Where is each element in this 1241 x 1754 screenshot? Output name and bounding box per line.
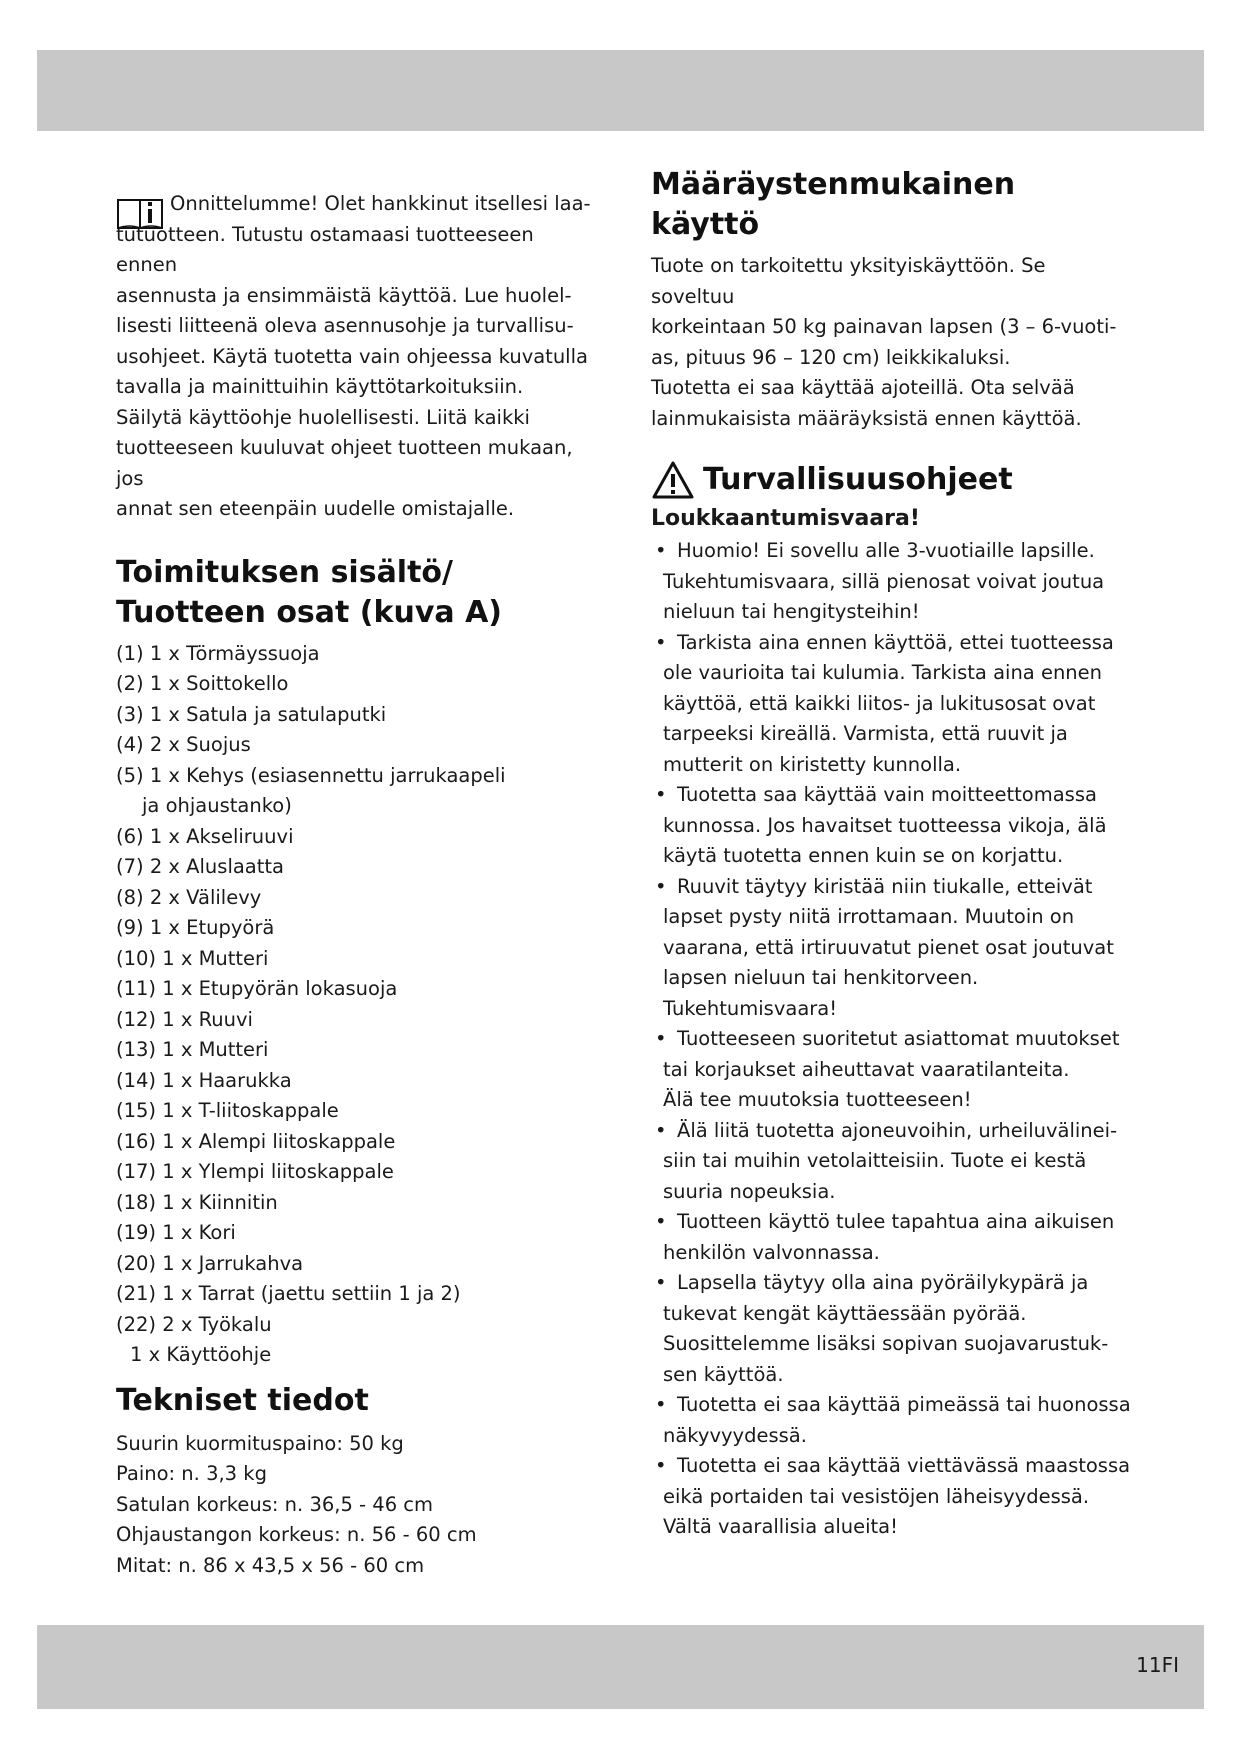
- injury-risk-subheading: Loukkaantumisvaara!: [651, 506, 920, 531]
- intro-line: Onnittelumme! Olet hankkinut itsellesi laa-: [170, 192, 591, 215]
- bullet-line: • Lapsella täytyy olla aina pyöräilykypärä ja: [677, 1271, 1089, 1294]
- header-band: [37, 50, 1204, 131]
- bullet-line: • Tarkista aina ennen käyttöä, ettei tuotteessa: [677, 630, 1114, 654]
- list-item: (18) 1 x Kiinnitin: [116, 1190, 278, 1214]
- list-item: (20) 1 x Jarrukahva: [116, 1251, 304, 1275]
- bullet-line: lapsen nieluun tai henkitorveen.: [663, 966, 979, 989]
- intended-use-heading: Määräystenmukainen käyttö: [651, 167, 1016, 242]
- bullet-line: käytä tuotetta ennen kuin se on korjattu.: [663, 844, 1064, 867]
- tech-line: Ohjaustangon korkeus: n. 56 - 60 cm: [116, 1523, 477, 1546]
- intro-line: Säilytä käyttöohje huolellisesti. Liitä kaikki: [116, 405, 530, 429]
- list-item: (17) 1 x Ylempi liitoskappale: [116, 1160, 394, 1183]
- list-item: (4) 2 x Suojus: [116, 733, 251, 756]
- technical-data: [116, 1429, 596, 1582]
- bullet-line: Tukehtumisvaara!: [663, 996, 838, 1020]
- intended-line: as, pituus 96 – 120 cm) leikkikaluksi.: [651, 345, 1011, 369]
- intended-line: lainmukaisista määräyksistä ennen käyttöä.: [651, 406, 1082, 430]
- intro-paragraph: [116, 189, 596, 281]
- intro-line: lisesti liitteenä oleva asennusohje ja turvallisu-: [116, 314, 574, 337]
- bullet-line: mutterit on kiristetty kunnolla.: [663, 752, 962, 776]
- safety-heading-text: Turvallisuusohjeet: [703, 462, 1013, 497]
- list-item: (12) 1 x Ruuvi: [116, 1007, 253, 1031]
- tech-line: Suurin kuormituspaino: 50 kg: [116, 1431, 404, 1455]
- list-item: [651, 1024, 1131, 1116]
- bullet-line: näkyvyydessä.: [663, 1423, 807, 1447]
- list-item: [651, 1268, 1131, 1390]
- left-column: [116, 165, 596, 1581]
- intro-line: annat sen eteenpäin uudelle omistajalle.: [116, 497, 515, 520]
- technical-heading: Tekniset tiedot: [116, 1382, 369, 1418]
- intro-section: [116, 189, 596, 525]
- bullet-line: • Huomio! Ei sovellu alle 3-vuotiaille lapsille.: [677, 539, 1095, 562]
- list-item: (14) 1 x Haarukka: [116, 1068, 292, 1092]
- bullet-line: tukevat kengät käyttäessään pyörää.: [663, 1301, 1027, 1325]
- bullet-line: • Tuotteeseen suoritetut asiattomat muutokset: [677, 1027, 1120, 1050]
- tech-line: Satulan korkeus: n. 36,5 - 46 cm: [116, 1492, 434, 1516]
- bullet-line: tai korjaukset aiheuttavat vaaratilanteita.: [663, 1057, 1070, 1081]
- list-item: [651, 1390, 1131, 1451]
- intro-line: tavalla ja mainittuihin käyttötarkoituksiin.: [116, 375, 524, 398]
- list-item: (16) 1 x Alempi liitoskappale: [116, 1129, 396, 1153]
- contents-heading-line: Tuotteen osat (kuva A): [116, 594, 503, 630]
- list-item: (8) 2 x Välilevy: [116, 885, 262, 909]
- intro-line: tuotteeseen kuuluvat ohjeet tuotteen mukaan, jos: [116, 436, 573, 490]
- book-info-icon: [116, 196, 166, 232]
- bullet-line: Vältä vaarallisia alueita!: [663, 1515, 898, 1538]
- intended-line: Tuotetta ei saa käyttää ajoteillä. Ota selvää: [651, 376, 1075, 399]
- tech-line: Paino: n. 3,3 kg: [116, 1462, 267, 1485]
- bullet-line: • Tuotetta saa käyttää vain moitteettomassa: [677, 783, 1097, 806]
- list-item: (3) 1 x Satula ja satulaputki: [116, 702, 387, 726]
- list-item: (9) 1 x Etupyörä: [116, 916, 275, 939]
- bullet-line: kunnossa. Jos havaitset tuotteessa vikoja, älä: [663, 813, 1107, 837]
- bullet-line: käyttöä, että kaikki liitos- ja lukitusosat ovat: [663, 691, 1096, 715]
- list-item: (13) 1 x Mutteri: [116, 1038, 269, 1061]
- intro-line: tutuotteen. Tutustu ostamaasi tuotteeseen ennen: [116, 222, 534, 276]
- footer-band: [37, 1625, 1204, 1709]
- list-item: (1) 1 x Törmäyssuoja: [116, 641, 320, 665]
- list-item: (2) 1 x Soittokello: [116, 672, 289, 695]
- bullet-line: siin tai muihin vetolaitteisiin. Tuote ei kestä: [663, 1149, 1087, 1172]
- bullet-line: ole vaurioita tai kulumia. Tarkista aina ennen: [663, 661, 1103, 684]
- bullet-line: henkilön valvonnassa.: [663, 1240, 880, 1264]
- safety-bullets: [651, 536, 1131, 1543]
- contents-heading-line: Toimituksen sisältö/: [116, 554, 454, 590]
- list-item: (22) 2 x Työkalu: [116, 1312, 272, 1336]
- tech-line: Mitat: n. 86 x 43,5 x 56 - 60 cm: [116, 1553, 425, 1577]
- list-item: [651, 1207, 1131, 1268]
- bullet-line: suuria nopeuksia.: [663, 1179, 836, 1203]
- list-item: (7) 2 x Aluslaatta: [116, 855, 284, 878]
- safety-heading: [651, 460, 1131, 500]
- list-item: [651, 1116, 1131, 1208]
- bullet-line: • Tuotetta ei saa käyttää viettävässä maastossa: [677, 1454, 1131, 1477]
- intro-line: asennusta ja ensimmäistä käyttöä. Lue huolel-: [116, 283, 572, 307]
- intro-line: usohjeet. Käytä tuotetta vain ohjeessa kuvatulla: [116, 344, 588, 368]
- list-item: [651, 780, 1131, 872]
- contents-heading: [116, 553, 596, 633]
- bullet-line: lapset pysty niitä irrottamaan. Muutoin on: [663, 905, 1075, 928]
- warning-triangle-icon: [651, 460, 695, 500]
- bullet-line: • Tuotteen käyttö tulee tapahtua aina aikuisen: [677, 1210, 1115, 1233]
- list-item: ja ohjaustanko): [142, 794, 292, 817]
- intro-paragraph-cont: [116, 281, 596, 525]
- intended-line: Tuote on tarkoitettu yksityiskäyttöön. Se soveltuu: [651, 254, 1046, 308]
- bullet-line: Suosittelemme lisäksi sopivan suojavarustuk-: [663, 1332, 1109, 1355]
- bullet-line: sen käyttöä.: [663, 1362, 784, 1386]
- bullet-line: • Älä liitä tuotetta ajoneuvoihin, urheiluvälinei-: [677, 1118, 1118, 1142]
- bullet-line: tarpeeksi kireällä. Varmista, että ruuvit ja: [663, 722, 1068, 745]
- bullet-line: • Tuotetta ei saa käyttää pimeässä tai huonossa: [677, 1393, 1131, 1416]
- list-item: (6) 1 x Akseliruuvi: [116, 824, 294, 848]
- bullet-line: nieluun tai hengitysteihin!: [663, 600, 920, 623]
- list-item: [651, 536, 1131, 628]
- right-column: [651, 165, 1131, 1543]
- list-item: (21) 1 x Tarrat (jaettu settiin 1 ja 2): [116, 1282, 461, 1305]
- intended-line: korkeintaan 50 kg painavan lapsen (3 – 6-vuoti-: [651, 315, 1117, 338]
- parts-list: [116, 639, 596, 1371]
- list-item: [651, 1451, 1131, 1543]
- bullet-line: Älä tee muutoksia tuotteeseen!: [663, 1088, 972, 1111]
- page-number: 11FI: [1136, 1653, 1179, 1677]
- list-item: (19) 1 x Kori: [116, 1221, 236, 1244]
- intended-use-text: [651, 251, 1131, 434]
- bullet-line: vaarana, että irtiruuvatut pienet osat joutuvat: [663, 935, 1114, 959]
- list-item: [651, 872, 1131, 1025]
- bullet-line: • Ruuvit täytyy kiristää niin tiukalle, etteivät: [677, 874, 1093, 898]
- bullet-line: Tukehtumisvaara, sillä pienosat voivat joutua: [663, 569, 1105, 593]
- list-item: (10) 1 x Mutteri: [116, 946, 269, 970]
- list-item: (15) 1 x T-liitoskappale: [116, 1099, 339, 1122]
- list-item: (5) 1 x Kehys (esiasennettu jarrukaapeli: [116, 763, 506, 787]
- list-item: 1 x Käyttöohje: [130, 1343, 272, 1366]
- list-item: (11) 1 x Etupyörän lokasuoja: [116, 977, 398, 1000]
- bullet-line: eikä portaiden tai vesistöjen läheisyydessä.: [663, 1484, 1090, 1508]
- list-item: [651, 628, 1131, 781]
